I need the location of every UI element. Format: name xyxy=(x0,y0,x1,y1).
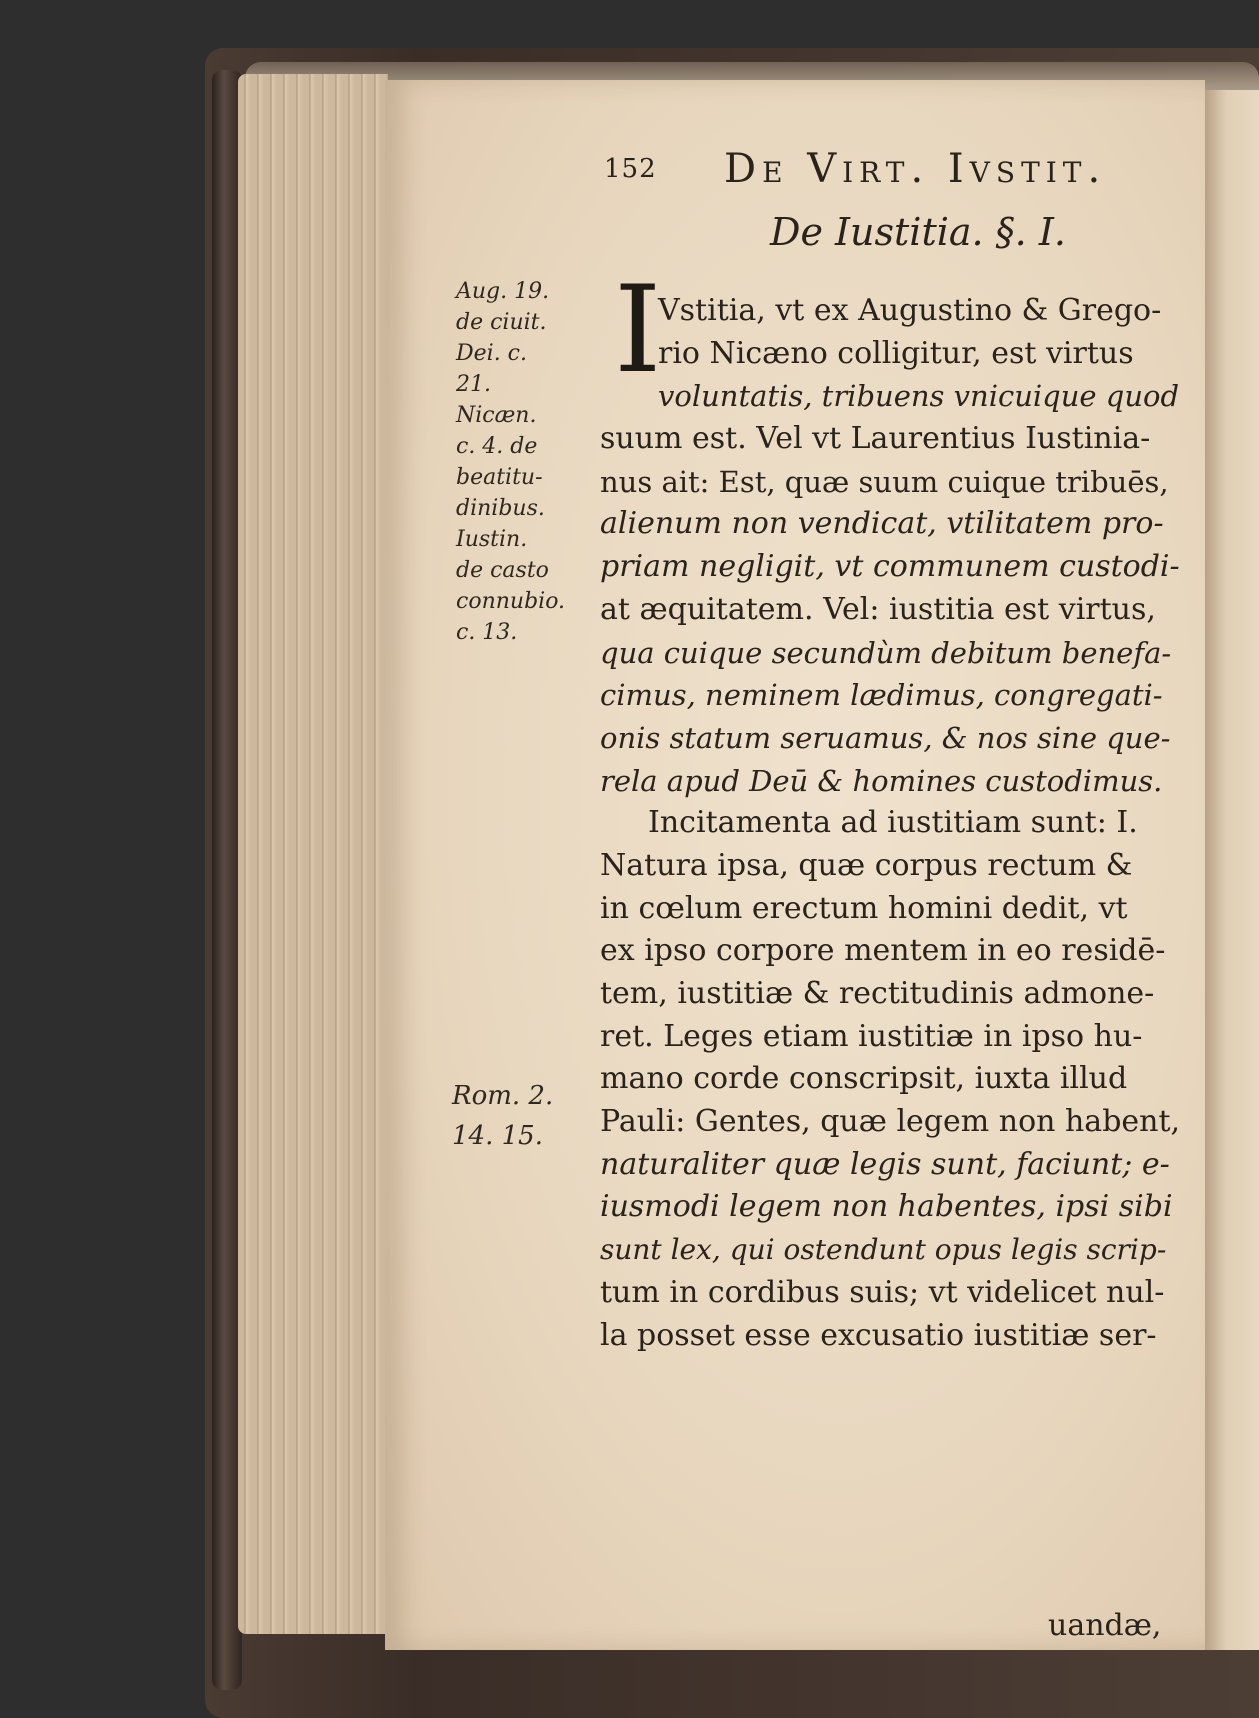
text-line: cimus, neminem lædimus, congregati- xyxy=(600,678,1163,713)
catchword: uandæ, xyxy=(1048,1608,1162,1643)
margin-note: Aug. 19. xyxy=(456,279,550,304)
text-line: suum est. Vel vt Laurentius Iustinia- xyxy=(600,421,1151,457)
text-line: onis statum seruamus, & nos sine que- xyxy=(600,720,1171,755)
margin-note: dinibus. xyxy=(456,496,545,521)
margin-note: Rom. 2. xyxy=(452,1081,554,1111)
text-line: nus ait: Est, quæ suum cuique tribuēs, xyxy=(600,464,1169,499)
margin-note: Nicæn. xyxy=(456,403,537,428)
margin-note: de ciuit. xyxy=(456,310,547,335)
text-line: Natura ipsa, quæ corpus rectum & xyxy=(600,847,1133,883)
running-title: De Virt. Ivstit. xyxy=(724,146,1107,192)
text-line: la posset esse excusatio iustitiæ ser- xyxy=(600,1317,1157,1353)
margin-note: 21. xyxy=(456,372,491,397)
text-line: voluntatis, tribuens vnicuique quod xyxy=(658,379,1180,414)
margin-note: connubio. xyxy=(456,589,566,614)
section-heading: De Iustitia. §. I. xyxy=(770,210,1066,254)
margin-note: 14. 15. xyxy=(452,1121,543,1151)
margin-note: c. 13. xyxy=(456,620,518,645)
text-line: naturaliter quæ legis sunt, faciunt; e- xyxy=(600,1146,1170,1182)
margin-notes-bottom xyxy=(452,1076,572,1156)
text-line: ex ipso corpore mentem in eo residē- xyxy=(600,933,1166,969)
margin-notes-top xyxy=(456,276,586,648)
text-line: Vstitia, vt ex Augustino & Grego- xyxy=(658,293,1162,328)
text-line: sunt lex, qui ostendunt opus legis scrip- xyxy=(600,1233,1167,1267)
text-line: Incitamenta ad iustitiam sunt: I. xyxy=(648,805,1138,841)
text-line: priam negligit, vt communem custodi- xyxy=(600,549,1180,585)
margin-note: c. 4. de xyxy=(456,434,538,459)
text-line: tum in cordibus suis; vt videlicet nul- xyxy=(600,1274,1165,1310)
text-line: rio Nicæno colligitur, est virtus xyxy=(658,335,1134,371)
facing-page-edge xyxy=(1205,90,1259,1650)
drop-cap: I xyxy=(614,261,662,400)
text-line: in cœlum erectum homini dedit, vt xyxy=(600,890,1128,926)
text-line: qua cuique secundùm debitum benefa- xyxy=(600,635,1172,670)
text-line: rela apud Deū & homines custodimus. xyxy=(600,763,1163,798)
text-line: mano corde conscripsit, iuxta illud xyxy=(600,1061,1128,1097)
body-text xyxy=(600,290,1180,1357)
text-line: iusmodi legem non habentes, ipsi sibi xyxy=(600,1189,1173,1225)
margin-note: Iustin. xyxy=(456,527,528,552)
margin-note: de casto xyxy=(456,558,549,583)
margin-note: Dei. c. xyxy=(456,341,527,366)
page-edges xyxy=(238,74,388,1634)
text-line: tem, iustitiæ & rectitudinis admone- xyxy=(600,976,1155,1011)
text-line: at æquitatem. Vel: iustitia est virtus, xyxy=(600,591,1156,627)
text-line: alienum non vendicat, vtilitatem pro- xyxy=(600,506,1164,542)
margin-note: beatitu- xyxy=(456,465,543,490)
page-number: 152 xyxy=(604,154,657,184)
text-line: Pauli: Gentes, quæ legem non habent, xyxy=(600,1104,1181,1140)
text-line: ret. Leges etiam iustitiæ in ipso hu- xyxy=(600,1018,1143,1054)
